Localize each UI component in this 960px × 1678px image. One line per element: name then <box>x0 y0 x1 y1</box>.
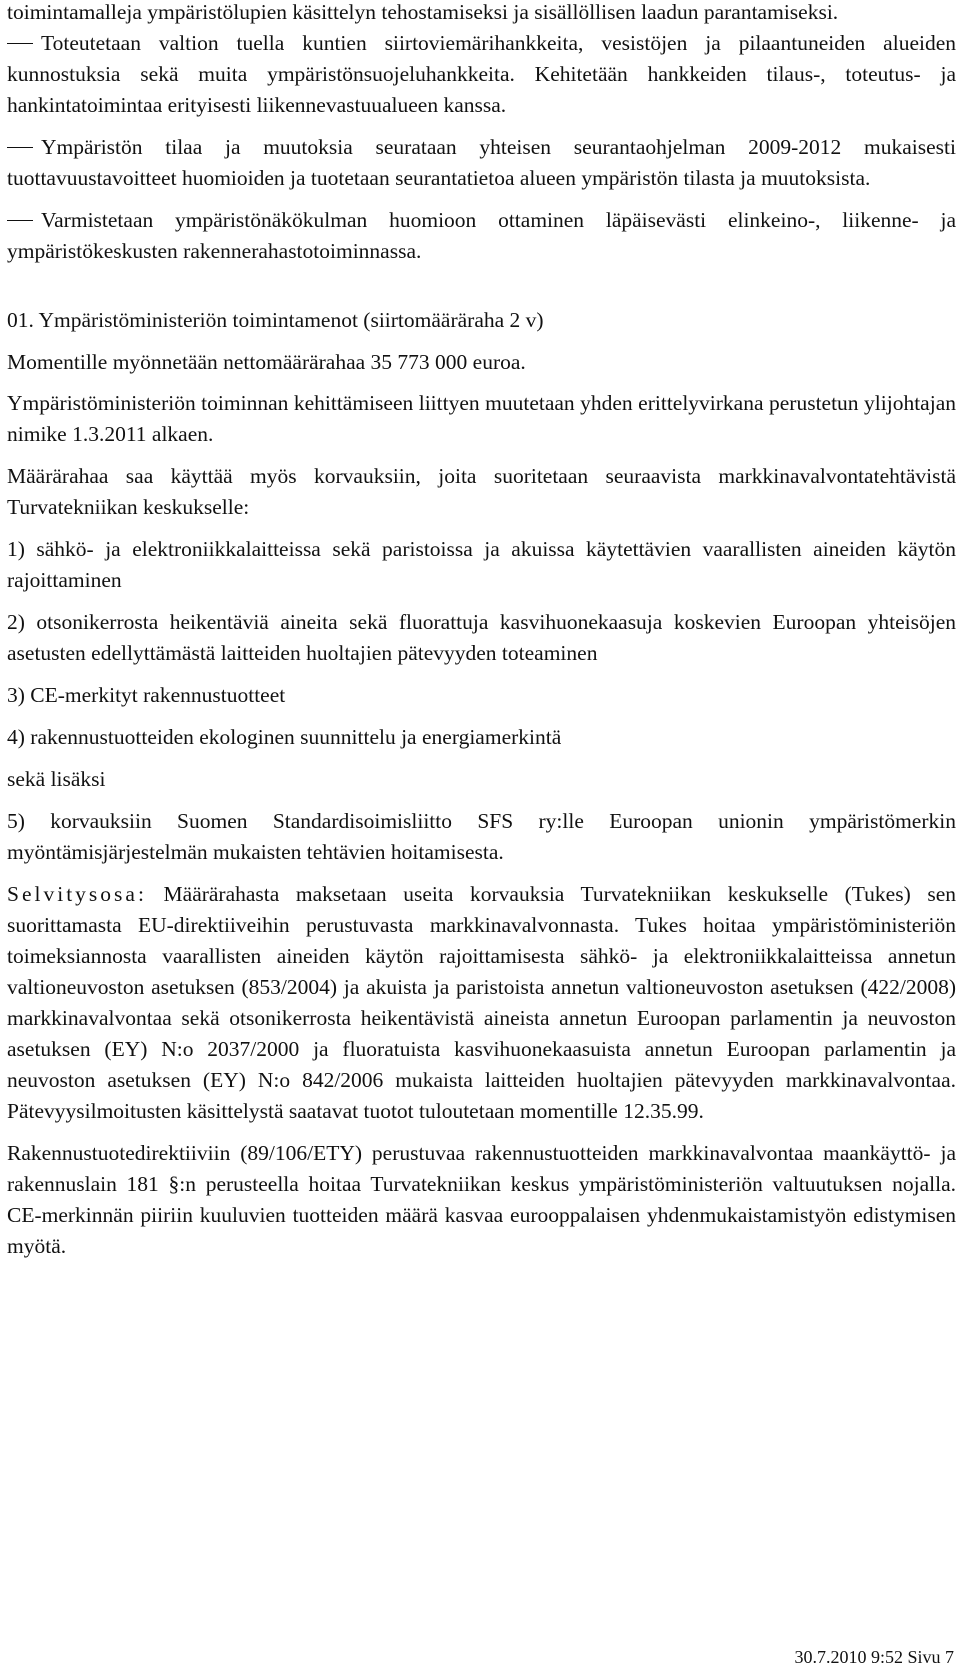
explanation-label: Selvitysosa: <box>7 882 147 906</box>
paragraph: Ympäristöministeriön toiminnan kehittämiseen liittyen muutetaan yhden erittelyvirkana perustetun ylijohtajan nimike 1.3.2011 alkaen. <box>7 391 956 446</box>
paragraph: Momentille myönnetään nettomäärärahaa 35 773 000 euroa. <box>7 350 526 374</box>
list-item: 3) CE-merkityt rakennustuotteet <box>7 683 286 707</box>
list-item: 5) korvauksiin Suomen Standardisoimisliitto SFS ry:lle Euroopan unionin ympäristömerkin myöntämisjärjestelmän mukaisten tehtävien hoitamisesta. <box>7 809 956 864</box>
list-item: 2) otsonikerrosta heikentäviä aineita sekä fluorattuja kasvihuonekaasuja koskevien Euroopan yhteisöjen asetusten edellyttämästä laitteiden huoltajien pätevyyden toteaminen <box>7 610 956 665</box>
footer-timestamp: 30.7.2010 9:52 <box>794 1647 903 1667</box>
bullet-text: Toteutetaan valtion tuella kuntien siirtoviemärihankkeita, vesistöjen ja pilaantuneiden alueiden kunnostuksia sekä muita ympäristönsuojeluhankkeita. Kehitetään hankkeiden tilaus-, toteutus- ja hankintatoimintaa erityisesti liikennevastuualueen kanssa. <box>7 31 956 117</box>
bullet-text: Varmistetaan ympäristönäkökulman huomioon ottaminen läpäisevästi elinkeino-, liikenne- ja ympäristökeskusten rakennerahastotoiminnassa. <box>7 208 956 263</box>
paragraph-continuation: toimintamalleja ympäristölupien käsittelyn tehostamiseksi ja sisällöllisen laadun parantamiseksi. <box>7 0 839 24</box>
dash-icon <box>7 220 33 221</box>
document-body <box>7 0 956 1262</box>
bullet-item <box>7 132 956 194</box>
page-footer <box>794 1645 954 1669</box>
dash-icon <box>7 43 33 44</box>
paragraph: Määrärahaa saa käyttää myös korvauksiin, joita suoritetaan seuraavista markkinavalvontatehtävistä Turvatekniikan keskukselle: <box>7 464 956 519</box>
footer-page-number: Sivu 7 <box>907 1647 954 1667</box>
paragraph: sekä lisäksi <box>7 767 106 791</box>
list-item: 4) rakennustuotteiden ekologinen suunnittelu ja energiamerkintä <box>7 725 562 749</box>
bullet-item <box>7 205 956 267</box>
bullet-item <box>7 28 956 121</box>
paragraph: Rakennustuotedirektiiviin (89/106/ETY) perustuvaa rakennustuotteiden markkinavalvontaa maankäyttö- ja rakennuslain 181 §:n perusteella hoitaa Turvatekniikan keskus ympäristöministeriön valtuutuksen nojalla. CE-merkinnän piiriin kuuluvien tuotteiden määrä kasvaa eurooppalaisen yhdenmukaistamistyön edistymisen myötä. <box>7 1141 956 1258</box>
bullet-text: Ympäristön tilaa ja muutoksia seurataan yhteisen seurantaohjelman 2009-2012 mukaisesti tuottavuustavoitteet huomioiden ja tuotetaan seurantatietoa alueen ympäristön tilasta ja muutoksista. <box>7 135 956 190</box>
section-heading: 01. Ympäristöministeriön toimintamenot (siirtomääräraha 2 v) <box>7 308 544 332</box>
explanation-text: Määrärahasta maksetaan useita korvauksia Turvatekniikan keskukselle (Tukes) sen suorittamasta EU-direktiiveihin perustuvasta markkinavalvonnasta. Tukes hoitaa ympäristöministeriön toimeksiannosta vaarallisten aineiden käytön rajoittamisesta sähkö- ja elektroniikkalaitteissa annetun valtioneuvoston asetuksen (853/2004) ja akuista ja paristoista annetun valtioneuvoston asetuksen (422/2008) markkinavalvontaa sekä otsonikerrosta heikentävistä aineista annetun Euroopan parlamentin ja neuvoston asetuksen (EY) N:o 2037/2000 ja fluoratuista kasvihuonekaasuista annetun Euroopan parlamentin ja neuvoston asetuksen (EY) N:o 842/2006 mukaista laitteiden huoltajien pätevyyden markkinavalvontaa. Pätevyysilmoitusten käsittelystä saatavat tuotot tuloutetaan momentille 12.35.99. <box>7 882 957 1123</box>
explanation-paragraph <box>7 879 956 1127</box>
list-item: 1) sähkö- ja elektroniikkalaitteissa sekä paristoissa ja akuissa käytettävien vaarallisten aineiden käytön rajoittaminen <box>7 537 956 592</box>
dash-icon <box>7 147 33 148</box>
